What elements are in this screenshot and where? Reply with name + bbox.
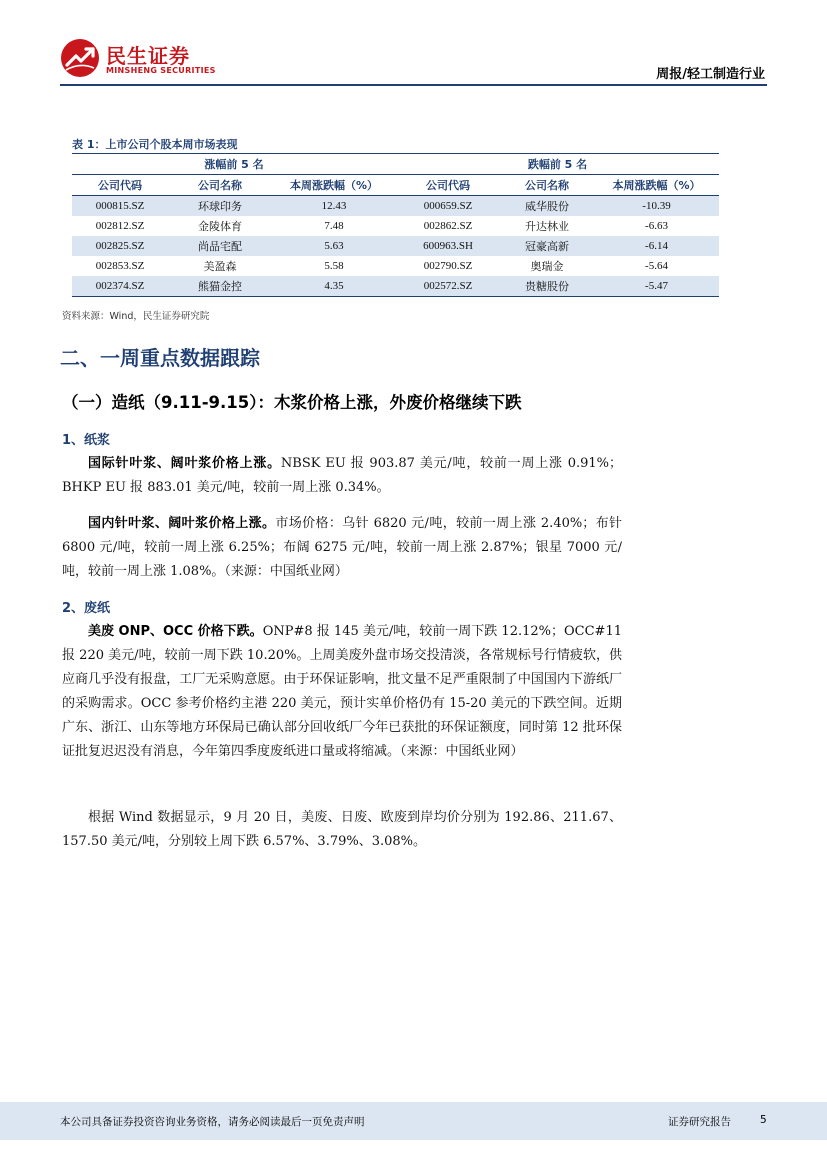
stock-performance-table (72, 153, 719, 297)
logo-chinese-name: 民生证券 (106, 44, 190, 68)
table-cell: 美盈森 (203, 261, 237, 273)
subsection-title: （一）造纸（9.11-9.15）：木浆价格上涨，外废价格继续下跌 (62, 393, 522, 412)
table-cell: -6.63 (645, 220, 668, 232)
header-divider (60, 84, 767, 86)
pulp-heading: 1、纸浆 (62, 433, 111, 448)
table-cell: 尚品宅配 (168, 236, 272, 256)
page-header (0, 0, 827, 90)
column-header: 公司名称 (500, 175, 594, 196)
table-row (72, 196, 719, 217)
page-number: 5 (760, 1114, 767, 1126)
table-cell: -5.64 (645, 260, 668, 272)
top-losers-header: 跌幅前 5 名 (396, 154, 719, 175)
table-cell: 奥瑞金 (530, 261, 564, 273)
table-cell: 000659.SZ (396, 196, 500, 217)
top-gainers-header: 涨幅前 5 名 (72, 154, 396, 175)
table-cell: 冠豪高新 (500, 236, 594, 256)
minsheng-logo-icon (60, 38, 100, 78)
table-cell: 金陵体育 (198, 221, 242, 233)
table-cell: 002812.SZ (95, 220, 145, 232)
table-cell: 升达林业 (525, 221, 569, 233)
table-cell: 贵糖股份 (500, 276, 594, 297)
table-cell: 000815.SZ (72, 196, 168, 217)
table-cell: 7.48 (324, 220, 344, 232)
paragraph-wind-data (62, 806, 622, 854)
table-row (72, 216, 719, 236)
table-cell: 5.58 (324, 260, 344, 272)
table-cell: 002862.SZ (423, 220, 473, 232)
column-header: 本周涨跌幅（%） (594, 175, 719, 196)
table-group-header (72, 154, 719, 175)
paragraph-body: 市场价格：乌针 6820 元/吨，较前一周上涨 2.40%；布针 6800 元/吨，较前一周上涨 6.25%；布阔 6275 元/吨，较前一周上涨 2.87%；银星 7000 元/吨，较前一周上涨 1.08%。（来源：中国纸业网） (62, 516, 622, 579)
paragraph-body: NBSK EU 报 903.87 美元/吨，较前一周上涨 0.91%；BHKP EU 报 883.01 美元/吨，较前一周上涨 0.34%。 (62, 456, 622, 495)
paragraph-lead: 美废 ONP、OCC 价格下跌。 (88, 624, 263, 639)
paragraph-body: ONP#8 报 145 美元/吨，较前一周下跌 12.12%；OCC#11 报 220 美元/吨，较前一周下跌 10.20%。上周美废外盘市场交投清淡，各常规标号行情疲软，供应商几乎没有报盘，工厂无采购意愿。由于环保证影响，批文量不足严重限制了中国国内下游纸厂的采购需求。OCC 参考价格约主港 220 美元，预计实单价格仍有 15-20 美元的下跌空间。近期广东、浙江、山东等地方环保局已确认部分回收纸厂今年已获批的环保证额度，同时第 12 批环保证批复迟迟没有消息，今年第四季度废纸进口量或将缩减。（来源：中国纸业网） (62, 624, 622, 759)
table-row (72, 236, 719, 256)
table-cell: 12.43 (272, 196, 396, 217)
table-cell: 002790.SZ (423, 260, 473, 272)
paragraph-lead: 国内针叶浆、阔叶浆价格上涨。 (88, 516, 276, 531)
column-header: 本周涨跌幅（%） (272, 175, 396, 196)
table-title: 表 1：上市公司个股本周市场表现 (72, 138, 238, 151)
column-header: 公司代码 (396, 175, 500, 196)
table-cell: 5.63 (272, 236, 396, 256)
table-cell: 002374.SZ (72, 276, 168, 297)
page-footer (0, 1102, 827, 1140)
waste-paper-heading: 2、废纸 (62, 601, 111, 616)
paragraph-domestic-pulp (62, 512, 622, 584)
table-source-note: 资料来源：Wind，民生证券研究院 (62, 311, 210, 322)
table-row (72, 276, 719, 297)
table-cell: 熊猫金控 (168, 276, 272, 297)
report-type-label: 周报/轻工制造行业 (656, 67, 765, 82)
table-cell: -6.14 (594, 236, 719, 256)
column-header: 公司名称 (168, 175, 272, 196)
table-cell: 002825.SZ (72, 236, 168, 256)
paragraph-body: 根据 Wind 数据显示，9 月 20 日，美废、日废、欧废到岸均价分别为 192.86、211.67、157.50 美元/吨，分别较上周下跌 6.57%、3.79%、3.08%。 (62, 810, 622, 849)
table-cell: 威华股份 (500, 196, 594, 217)
paragraph-intl-pulp (62, 452, 622, 500)
table-cell: 4.35 (272, 276, 396, 297)
paragraph-lead: 国际针叶浆、阔叶浆价格上涨。 (88, 456, 281, 471)
table-cell: 600963.SH (396, 236, 500, 256)
table-cell: 002572.SZ (396, 276, 500, 297)
footer-report-label: 证券研究报告 (668, 1116, 731, 1128)
table-row (72, 256, 719, 276)
table-column-header (72, 175, 719, 196)
column-header: 公司代码 (72, 175, 168, 196)
table-cell: -5.47 (594, 276, 719, 297)
footer-disclaimer: 本公司具备证券投资咨询业务资格，请务必阅读最后一页免责声明 (60, 1116, 365, 1128)
section-title: 二、一周重点数据跟踪 (60, 346, 260, 370)
table-cell: 环球印务 (168, 196, 272, 217)
paragraph-us-waste-paper (62, 620, 622, 764)
table-cell: -10.39 (594, 196, 719, 217)
table-cell: 002853.SZ (95, 260, 145, 272)
logo-english-name: MINSHENG SECURITIES (106, 66, 216, 75)
